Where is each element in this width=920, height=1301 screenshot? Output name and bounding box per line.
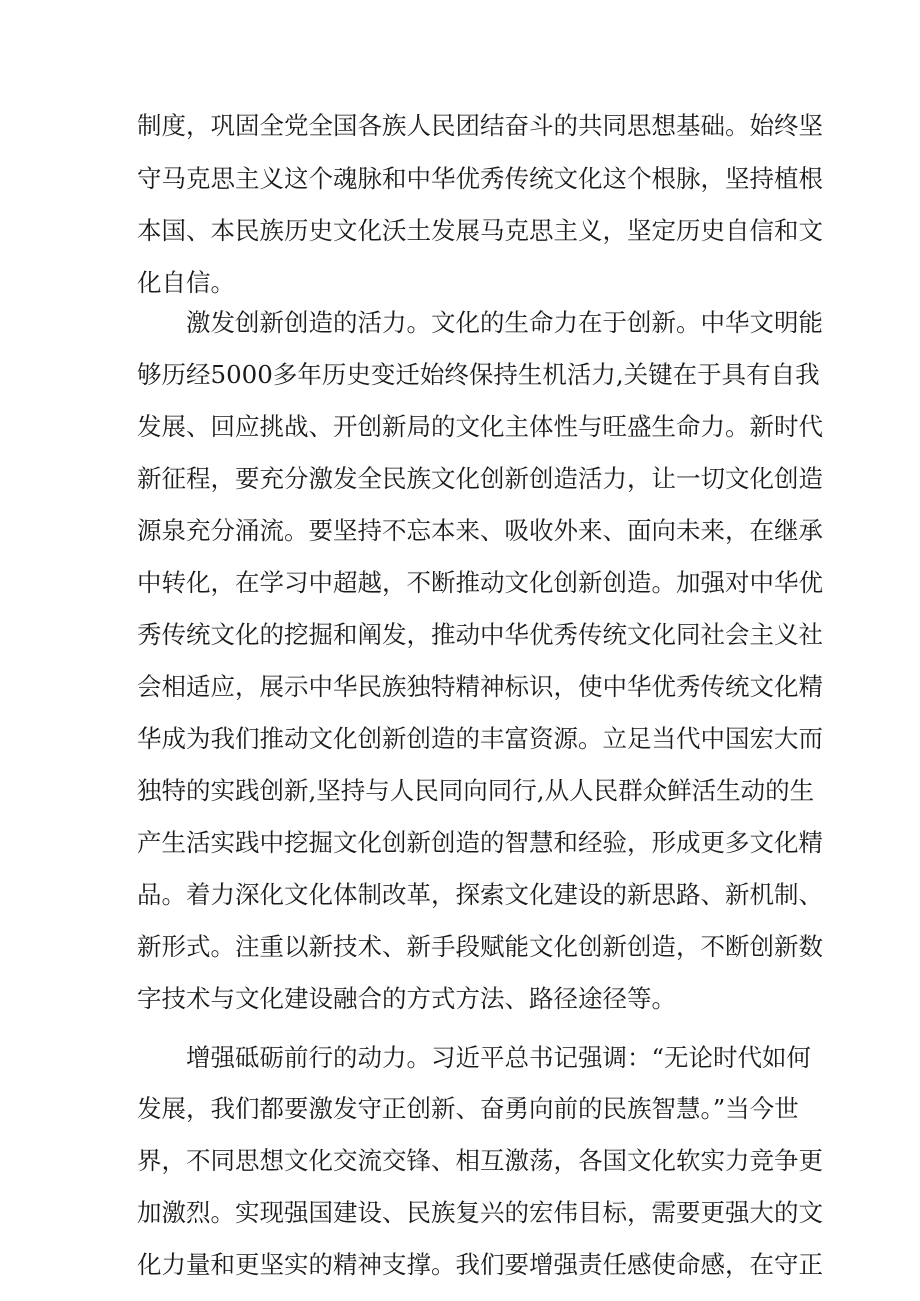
text-line-12: 会相适应，展示中华民族独特精神标识，使中华优秀传统文化精	[137, 672, 823, 701]
text-line-1: 制度，巩固全党全国各族人民团结奋斗的共同思想基础。始终坚	[137, 111, 823, 140]
text-line-22: 加激烈。实现强国建设、民族复兴的宏伟目标，需要更强大的文	[137, 1198, 823, 1227]
text-line-23: 化力量和更坚实的精神支撑。我们要增强责任感使命感，在守正	[137, 1250, 823, 1279]
text-line-7: 发展、回应挑战、开创新局的文化主体性与旺盛生命力。新时代	[137, 412, 823, 441]
text-line-9: 源泉充分涌流。要坚持不忘本来、吸收外来、面向未来，在继承	[137, 516, 823, 545]
text-line-21: 界，不同思想文化交流交锋、相互激荡，各国文化软实力竞争更	[137, 1146, 823, 1175]
text-line-14: 独特的实践创新,坚持与人民同向同行,从人民群众鲜活生动的生	[137, 776, 815, 805]
text-line-17: 新形式。注重以新技术、新手段赋能文化创新创造，不断创新数	[137, 932, 823, 961]
text-line-10: 中转化，在学习中超越，不断推动文化创新创造。加强对中华优	[137, 568, 823, 597]
text-line-15: 产生活实践中挖掘文化创新创造的智慧和经验，形成更多文化精	[137, 828, 823, 857]
paragraph-3-line-1: 增强砥砺前行的动力。习近平总书记强调：“无论时代如何	[186, 1043, 812, 1072]
text-line-16: 品。着力深化文化体制改革，探索文化建设的新思路、新机制、	[137, 880, 823, 909]
text-line-6: 够历经5000多年历史变迁始终保持生机活力,关键在于具有自我	[137, 360, 820, 389]
text-line-2: 守马克思主义这个魂脉和中华优秀传统文化这个根脉，坚持植根	[137, 164, 823, 193]
text-line-18: 字技术与文化建设融合的方式方法、路径途径等。	[137, 984, 676, 1013]
text-line-11: 秀传统文化的挖掘和阐发，推动中华优秀传统文化同社会主义社	[137, 620, 823, 649]
text-line-20: 发展，我们都要激发守正创新、奋勇向前的民族智慧。”当今世	[137, 1094, 799, 1123]
paragraph-2-line-1: 激发创新创造的活力。文化的生命力在于创新。中华文明能	[186, 308, 823, 337]
text-line-3: 本国、本民族历史文化沃土发展马克思主义，坚定历史自信和文	[137, 216, 823, 245]
text-line-13: 华成为我们推动文化创新创造的丰富资源。立足当代中国宏大而	[137, 724, 823, 753]
text-line-4: 化自信。	[137, 268, 235, 297]
text-line-8: 新征程，要充分激发全民族文化创新创造活力，让一切文化创造	[137, 464, 823, 493]
